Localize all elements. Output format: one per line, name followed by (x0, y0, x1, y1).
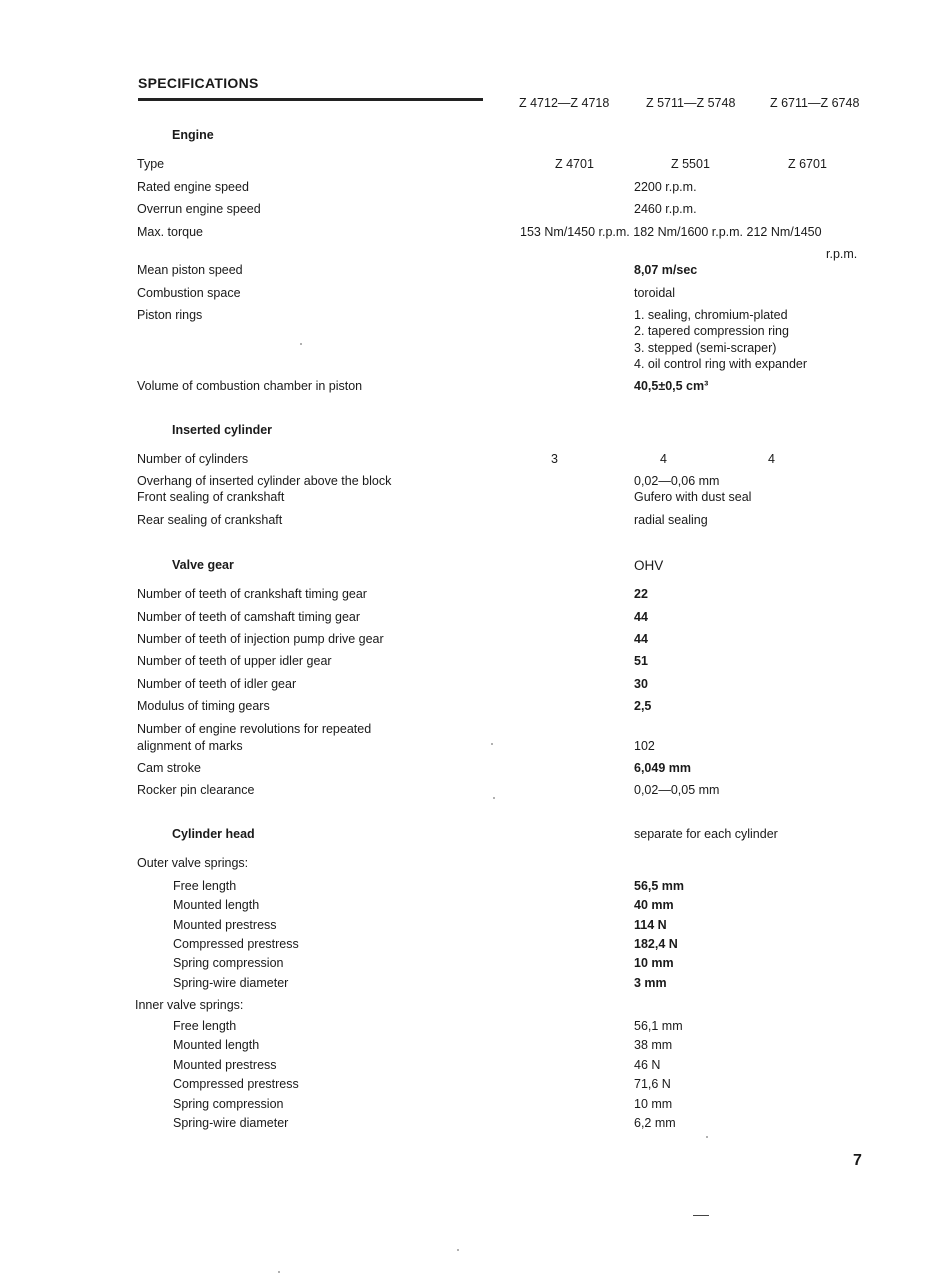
label-outer-compressed-prestress: Compressed prestress (173, 937, 299, 951)
label-number-of-cylinders: Number of cylinders (137, 452, 249, 466)
value-max-torque: 153 Nm/1450 r.p.m. 182 Nm/1600 r.p.m. 212 Nm/1450 (520, 225, 822, 239)
value-inner-free-length: 56,1 mm (634, 1019, 683, 1033)
value-outer-spring-compression: 10 mm (634, 956, 674, 970)
value-cylinders-3: 4 (768, 452, 775, 466)
label-inner-wire-diameter: Spring-wire diameter (173, 1116, 289, 1130)
value-inner-wire-diameter: 6,2 mm (634, 1116, 676, 1130)
value-cylinders-2: 4 (660, 452, 667, 466)
label-inner-spring-compression: Spring compression (173, 1097, 284, 1111)
label-outer-spring-compression: Spring compression (173, 956, 284, 970)
value-inner-spring-compression: 10 mm (634, 1097, 673, 1111)
value-crankshaft-gear: 22 (634, 587, 648, 601)
label-front-sealing: Front sealing of crankshaft (137, 490, 285, 504)
value-chamber-volume: 40,5±0,5 cm³ (634, 379, 709, 393)
model-header-1: Z 4712—Z 4718 (519, 96, 610, 110)
label-outer-mounted-length: Mounted length (173, 898, 260, 912)
model-header-3: Z 6711—Z 6748 (770, 96, 860, 110)
label-modulus: Modulus of timing gears (137, 699, 270, 713)
value-cylinder-head: separate for each cylinder (634, 827, 778, 841)
scan-speck (300, 343, 302, 345)
value-inner-mounted-length: 38 mm (634, 1038, 673, 1052)
page-title: SPECIFICATIONS (138, 75, 259, 91)
label-overhang: Overhang of inserted cylinder above the block (137, 474, 392, 488)
value-combustion-space: toroidal (634, 286, 675, 300)
label-inner-mounted-length: Mounted length (173, 1038, 260, 1052)
value-valve-gear: OHV (634, 558, 664, 573)
type-value-2: Z 5501 (671, 157, 710, 171)
label-cam-stroke: Cam stroke (137, 761, 201, 775)
label-rocker-pin: Rocker pin clearance (137, 783, 255, 797)
value-max-torque-cont: r.p.m. (826, 247, 858, 261)
label-inner-mounted-prestress: Mounted prestress (173, 1058, 277, 1072)
label-max-torque: Max. torque (137, 225, 204, 239)
label-inner-springs: Inner valve springs: (135, 998, 244, 1012)
scan-speck (706, 1136, 708, 1138)
value-rocker-pin: 0,02—0,05 mm (634, 783, 720, 797)
page-number: 7 (853, 1152, 862, 1169)
value-inner-mounted-prestress: 46 N (634, 1058, 661, 1072)
value-injection-pump-gear: 44 (634, 632, 648, 646)
value-outer-wire-diameter: 3 mm (634, 976, 667, 990)
value-overrun-speed: 2460 r.p.m. (634, 202, 697, 216)
label-revolutions-line-1: Number of engine revolutions for repeated (137, 722, 372, 736)
label-inner-free-length: Free length (173, 1019, 237, 1033)
value-rated-speed: 2200 r.p.m. (634, 180, 697, 194)
label-outer-springs: Outer valve springs: (137, 856, 249, 870)
label-outer-wire-diameter: Spring-wire diameter (173, 976, 289, 990)
label-piston-speed: Mean piston speed (137, 263, 243, 277)
value-camshaft-gear: 44 (634, 610, 648, 624)
label-piston-rings: Piston rings (137, 308, 203, 322)
value-idler-gear: 30 (634, 677, 648, 691)
label-injection-pump-gear: Number of teeth of injection pump drive gear (137, 632, 384, 646)
scan-speck (491, 743, 493, 745)
value-outer-mounted-length: 40 mm (634, 898, 674, 912)
value-piston-speed: 8,07 m/sec (634, 263, 698, 277)
scan-speck (493, 797, 495, 799)
section-inserted-cylinder: Inserted cylinder (172, 423, 273, 437)
label-crankshaft-gear: Number of teeth of crankshaft timing gear (137, 587, 367, 601)
value-front-sealing: Gufero with dust seal (634, 490, 752, 504)
value-inner-compressed-prestress: 71,6 N (634, 1077, 671, 1091)
value-cylinders-1: 3 (551, 452, 558, 466)
value-cam-stroke: 6,049 mm (634, 761, 691, 775)
value-modulus: 2,5 (634, 699, 652, 713)
section-valve-gear: Valve gear (172, 558, 234, 572)
value-piston-ring-3: 3. stepped (semi-scraper) (634, 341, 777, 355)
value-overhang: 0,02—0,06 mm (634, 474, 720, 488)
label-chamber-volume: Volume of combustion chamber in piston (137, 379, 363, 393)
value-rear-sealing: radial sealing (634, 513, 708, 527)
label-rear-sealing: Rear sealing of crankshaft (137, 513, 283, 527)
label-camshaft-gear: Number of teeth of camshaft timing gear (137, 610, 361, 624)
value-piston-ring-4: 4. oil control ring with expander (634, 357, 808, 371)
section-cylinder-head: Cylinder head (172, 827, 255, 841)
label-type: Type (137, 157, 165, 171)
type-value-3: Z 6701 (788, 157, 827, 171)
model-header-2: Z 5711—Z 5748 (646, 96, 736, 110)
label-idler-gear: Number of teeth of idler gear (137, 677, 297, 691)
value-outer-free-length: 56,5 mm (634, 879, 685, 893)
value-outer-mounted-prestress: 114 N (634, 918, 667, 932)
scan-speck (457, 1249, 459, 1251)
value-piston-ring-2: 2. tapered compression ring (634, 324, 789, 338)
scan-speck (278, 1271, 280, 1273)
value-outer-compressed-prestress: 182,4 N (634, 937, 678, 951)
title-underline (138, 98, 483, 101)
label-inner-compressed-prestress: Compressed prestress (173, 1077, 299, 1091)
label-overrun-speed: Overrun engine speed (137, 202, 261, 216)
section-engine: Engine (172, 128, 214, 142)
label-rated-speed: Rated engine speed (137, 180, 249, 194)
label-combustion-space: Combustion space (137, 286, 241, 300)
value-revolutions: 102 (634, 739, 655, 753)
value-piston-ring-1: 1. sealing, chromium-plated (634, 308, 788, 322)
scan-mark (693, 1215, 709, 1216)
value-upper-idler-gear: 51 (634, 654, 648, 668)
type-value-1: Z 4701 (555, 157, 594, 171)
label-revolutions-line-2: alignment of marks (137, 739, 243, 753)
label-outer-mounted-prestress: Mounted prestress (173, 918, 277, 932)
label-upper-idler-gear: Number of teeth of upper idler gear (137, 654, 332, 668)
label-outer-free-length: Free length (173, 879, 237, 893)
